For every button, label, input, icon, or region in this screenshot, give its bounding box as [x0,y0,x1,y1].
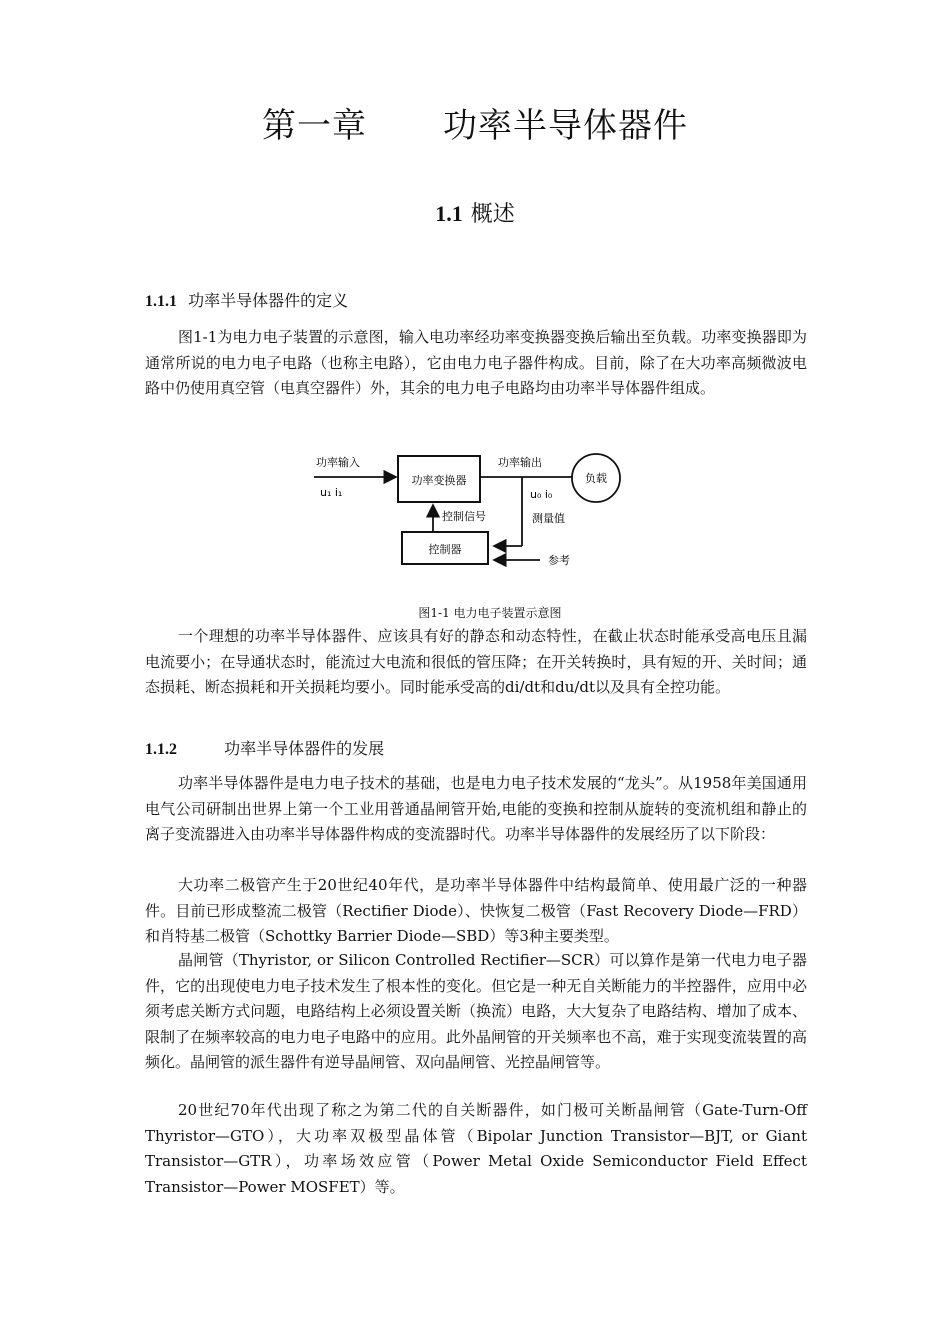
output-vars: u₀ i₀ [530,488,553,501]
paragraph-thyristor: 晶闸管（Thyristor, or Silicon Controlled Rectifier—SCR）可以算作是第一代电力电子器件，它的出现使电力电子技术发生了根本性的变化。但它是一种无自关断能力的半控器件，应用中必须考虑关断方式问题，电路结构上必须设置关断（换流）电路，大大复杂了电路结构、增加了成本、限制了在频率较高的电力电子电路中的应用。此外晶闸管的开关频率也不高，难于实现变流装置的高频化。晶闸管的派生器件有逆导晶闸管、双向晶闸管、光控晶闸管等。 [145,951,807,1071]
output-label: 功率输出 [498,456,542,469]
subsection-title: 功率半导体器件的定义 [188,291,349,310]
subsection-number: 1.1.2 [145,741,177,758]
paragraph-self-turnoff: 20世纪70年代出现了称之为第二代的自关断器件，如门极可关断晶闸管（Gate-Turn-Off Thyristor—GTO），大功率双极型晶体管（Bipolar Junction Transistor—BJT, or Giant Transistor—GTR），功率场效应管（Power Metal Oxide Semiconductor Field Effect Transistor—Power MOSFET）等。 [145,1101,807,1196]
section-title [0,197,950,228]
chapter-title [0,98,950,147]
paragraph-diode: 大功率二极管产生于20世纪40年代，是功率半导体器件中结构最简单、使用最广泛的一种器件。目前已形成整流二极管（Rectifier Diode）、快恢复二极管（Fast Recovery Diode—FRD）和肖特基二极管（Schottky Barrier Diode—SBD）等3种主要类型。 [145,876,807,945]
paragraph-ideal-device: 一个理想的功率半导体器件、应该具有好的静态和动态特性，在截止状态时能承受高电压且漏电流要小；在导通状态时，能流过大电流和很低的管压降；在开关转换时，具有短的开、关时间；通态损耗、断态损耗和开关损耗均要小。同时能承受高的di/dt和du/dt以及具有全控功能。 [145,627,807,696]
measured-label: 测量值 [532,512,565,525]
subsection-number: 1.1.1 [145,293,177,310]
chapter-label: 第一章 [262,106,367,146]
chapter-name: 功率半导体器件 [443,106,688,146]
section-name: 概述 [470,202,515,227]
subsection-heading-1 [145,288,348,311]
subsection-heading-2 [145,736,384,759]
reference-label: 参考 [548,554,570,567]
control-signal-label: 控制信号 [442,510,486,523]
subsection-title: 功率半导体器件的发展 [224,739,385,758]
figure-diagram [300,446,640,576]
controller-label: 控制器 [428,543,462,556]
paragraph-development: 功率半导体器件是电力电子技术的基础，也是电力电子技术发展的“龙头”。从1958年美国通用电气公司研制出世界上第一个工业用普通晶闸管开始,电能的变换和控制从旋转的变流机组和静止的离子变流器进入由功率半导体器件构成的变流器时代。功率半导体器件的发展经历了以下阶段： [145,774,807,843]
converter-label: 功率变换器 [411,474,467,487]
paragraph-definition: 图1-1为电力电子装置的示意图，输入电功率经功率变换器变换后输出至负载。功率变换器即为通常所说的电力电子电路（也称主电路），它由电力电子器件构成。目前，除了在大功率高频微波电路中仍使用真空管（电真空器件）外，其余的电力电子电路均由功率半导体器件组成。 [145,328,807,397]
load-label: 负载 [585,472,607,485]
input-label: 功率输入 [316,456,360,469]
input-vars: u₁ i₁ [320,486,343,499]
section-number: 1.1 [435,201,463,226]
figure-caption: 图1-1 电力电子装置示意图 [418,606,562,620]
